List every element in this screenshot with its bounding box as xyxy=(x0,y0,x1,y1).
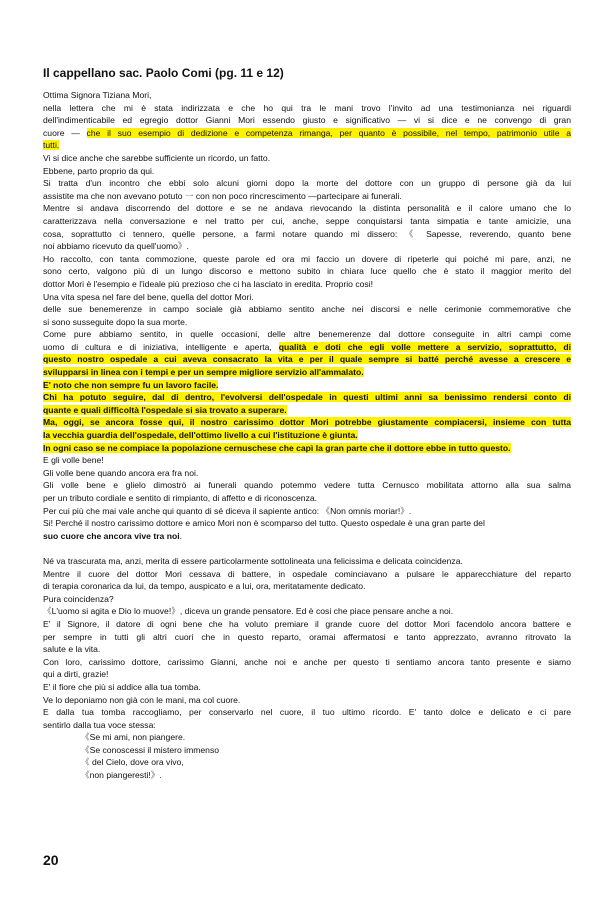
text-span: Una vita spesa nel fare del bene, quella del dottor Mori. xyxy=(43,291,254,302)
text-line xyxy=(43,656,571,669)
text-line xyxy=(43,744,571,757)
letter-body xyxy=(43,89,571,782)
text-line xyxy=(43,681,571,694)
text-span: qui a dirti, grazie! xyxy=(43,669,109,680)
highlighted-text: qualità e doti che egli volle mettere a servizio, soprattutto, di xyxy=(278,341,572,352)
text-line xyxy=(43,580,571,593)
text-span: Vi si dice anche che sarebbe sufficiente un ricordo, un fatto. xyxy=(43,152,271,163)
text-line xyxy=(43,404,571,417)
text-span: Pura coincidenza? xyxy=(43,593,114,604)
text-span: delle sue benemerenze in campo sociale già abbiamo sentito anche nei discorsi e nelle cerimonie commemorative che xyxy=(43,304,571,315)
text-span: cosa, soprattutto ci tennero, quelle persone, a farmi notare quando mi dissero: 《 Sapesse, reverendo, quanto bene xyxy=(43,228,571,239)
text-line xyxy=(43,530,571,543)
text-line xyxy=(43,668,571,681)
text-line xyxy=(43,152,571,165)
text-line xyxy=(43,341,571,354)
text-span: E gli volle bene! xyxy=(43,455,104,466)
text-line xyxy=(43,190,571,203)
text-span: dell'indimenticabile ed egregio dottor Gianni Mori essendo giusto e significativo — vi si dice e ne convengo di gran xyxy=(43,115,571,126)
highlighted-text: la vecchia guardia dell'ospedale, dell'ottimo livello a cui l'istituzione è giunta. xyxy=(43,430,358,441)
text-span: 《Se conoscessi il mistero immenso xyxy=(81,744,220,755)
text-line xyxy=(43,391,571,404)
text-line xyxy=(43,177,571,190)
text-span: dottor Mori è l'esempio e l'ideale più prezioso che ci ha lasciato in eredita. Proprio cosi! xyxy=(43,278,374,289)
text-line xyxy=(43,215,571,228)
highlighted-text: che il suo esempio di dedizione e competenza rimanga, per quanto è possibile, nel tempo, patrimonio utile a xyxy=(86,127,571,138)
text-span: Gli volle bene quando ancora era fra noi. xyxy=(43,467,199,478)
text-line xyxy=(43,165,571,178)
text-line xyxy=(43,505,571,518)
text-line xyxy=(43,694,571,707)
text-span: Mentre il cuore del dottor Mori cessava di battere, in ospedale cominciavano a pulsare le apparecchiature del reparto xyxy=(43,568,571,579)
text-span: Si tratta d'un incontro che ebbi solo alcuni giorni dopo la morte del dottore con un gruppo di persone già da lui xyxy=(43,178,571,189)
text-span: per sempre in tutti gli altri cuori che in questo reparto, oramai affermatosi e tanto apprezzato, avranno ritrovato la xyxy=(43,631,571,642)
text-line xyxy=(43,479,571,492)
text-line xyxy=(43,731,571,744)
text-span: Ebbene, parto proprio da qui. xyxy=(43,165,155,176)
text-line xyxy=(43,278,571,291)
text-span: cuore — xyxy=(43,127,87,138)
highlighted-text: svilupparsi in linea con i tempi e per un sempre migliore servizio all'ammalato. xyxy=(43,367,364,378)
highlighted-text: E' noto che non sempre fu un lavoro facile. xyxy=(43,379,219,390)
text-span: Ve lo deponiamo non già con le mani, ma col cuore. xyxy=(43,694,241,705)
text-span: E dalla tua tomba raccogliamo, per conservarlo nel cuore, il tuo ultimo ricordo. E' tanto dolce e delicato e ci pare xyxy=(43,707,571,718)
text-line xyxy=(43,353,571,366)
text-line xyxy=(43,102,571,115)
text-line xyxy=(43,228,571,241)
text-line xyxy=(43,379,571,392)
text-line xyxy=(43,618,571,631)
text-span: sentirlo dalla tua voce stessa: xyxy=(43,719,156,730)
text-line xyxy=(43,756,571,769)
text-line xyxy=(43,303,571,316)
text-line xyxy=(43,366,571,379)
text-line xyxy=(43,253,571,266)
text-span: Gli volle bene e glielo dimostrò ai funerali quando potemmo vedere tutta Cernusco mobilitata attorno alla sua salma xyxy=(43,480,571,491)
text-span: Né va trascurata ma, anzi, merita di essere particolarmente sottolineata una felicissima e delicata coincidenza. xyxy=(43,555,463,566)
page-number: 20 xyxy=(43,852,59,868)
text-span: Mentre si andava discorrendo del dottore e se ne andava rievocando la distinta personalità e il calore umano che lo xyxy=(43,203,571,214)
text-line xyxy=(43,492,571,505)
text-line xyxy=(43,605,571,618)
text-line xyxy=(43,719,571,732)
text-line xyxy=(43,442,571,455)
text-span: si sono susseguite dopo la sua morte. xyxy=(43,316,188,327)
highlighted-text: Chi ha potuto seguire, dal di dentro, l'evolversi dell'ospedale in questi ultimi anni sa benissimo rendersi conto di xyxy=(43,392,571,403)
text-span: 《non piangeresti!》. xyxy=(81,770,162,781)
highlighted-text: quante e quali difficoltà l'ospedale si sia trovato a superare. xyxy=(43,404,287,415)
text-span: . xyxy=(179,530,182,541)
text-line xyxy=(43,467,571,480)
text-line xyxy=(43,568,571,581)
text-line xyxy=(43,643,571,656)
highlighted-text: Ma, oggi, se ancora fosse qui, il nostro carissimo dottor Mori potrebbe giustamente compiacersi, insieme con tutta xyxy=(43,417,571,428)
text-span: Si! Perché il nostro carissimo dottore e amico Mori non è scomparso del tutto. Questo ospedale è una gran parte del xyxy=(43,518,485,529)
paragraph-gap xyxy=(43,542,571,555)
text-span: Ottima Signora Tiziana Mori, xyxy=(43,90,152,100)
text-line xyxy=(43,769,571,782)
text-span: sono certo, valgono più di un lungo discorso e mettono subito in chiara luce quello che è stato il maggior merito del xyxy=(43,266,571,277)
text-line xyxy=(43,127,571,140)
text-span: 《Se mi ami, non piangere. xyxy=(81,732,186,743)
text-line xyxy=(43,555,571,568)
highlighted-text: questo nostro ospedale a cui aveva consacrato la vita e per il quale sempre si batté perché avesse a crescere e xyxy=(43,354,571,365)
text-line xyxy=(43,328,571,341)
text-line xyxy=(43,202,571,215)
text-span: di terapia coronarica da lui, da tempo, auspicato e a lui, ora, meritatamente dedicato. xyxy=(43,581,366,592)
highlighted-text: In ogni caso se ne compiace la popolazione cernuschese che capì la gran parte che il dottore ebbe in tutto questo. xyxy=(43,442,511,453)
text-span: Per cui più che mai vale anche qui quanto di sé diceva il sapiente antico: 《Non omnis moriar!》. xyxy=(43,505,412,516)
text-span: Ho raccolto, con tanta commozione, queste parole ed ora mi faccio un dovere di ripeterle qui poiché mi pare, anzi, ne xyxy=(43,253,571,264)
text-span: nella lettera che mi è stata indirizzata e che ho qui tra le mani trovo l'invito ad una testimonianza nei riguardi xyxy=(43,102,571,113)
text-span: per un tributo cordiale e sentito di rimpianto, di affetto e di riconoscenza. xyxy=(43,493,318,503)
text-line xyxy=(43,454,571,467)
text-span: suo cuore che ancora vive tra noi xyxy=(43,530,180,541)
text-span: uomo di cultura e di iniziativa, intelligente e aperta, xyxy=(43,341,279,352)
text-span: 《 del Cielo, dove ora vivo, xyxy=(81,757,184,768)
highlighted-text: tutti. xyxy=(43,140,60,151)
text-line xyxy=(43,706,571,719)
text-line xyxy=(43,416,571,429)
text-line xyxy=(43,139,571,152)
text-line xyxy=(43,240,571,253)
text-line xyxy=(43,631,571,644)
text-span: E' il Signore, il datore di ogni bene che ha voluto premiare il grande cuore del dottor Mori facendolo ancora battere e xyxy=(43,618,571,629)
text-line xyxy=(43,265,571,278)
document-title: Il cappellano sac. Paolo Comi (pg. 11 e 12) xyxy=(43,66,284,80)
text-span: noi abbiamo ricevuto da quell'uomo》. xyxy=(43,241,189,252)
text-span: 《L'uomo si agita e Dio lo muove!》, diceva un grande pensatore. Ed è cosi che piace pensare anche a noi. xyxy=(43,606,454,617)
text-span: Come pure abbiamo sentito, in quelle occasioni, delle altre benemerenze dal dottore conseguite in altri campi come xyxy=(43,329,571,340)
text-line xyxy=(43,517,571,530)
text-line xyxy=(43,114,571,127)
text-span: caratterizzava nella conversazione e nel tratto per cui, anche, seppe conquistarsi tanta simpatia e tante amicizie, una xyxy=(43,215,571,226)
text-span: assistite ma che non avevano potuto 一 con non poco rincrescimento —partecipare ai funerali. xyxy=(43,190,402,201)
text-span: Con loro, carissimo dottore, carissimo Gianni, anche noi e anche per questo ti sentiamo ancora tanto presente e siamo xyxy=(43,656,571,667)
text-line xyxy=(43,316,571,329)
text-line xyxy=(43,593,571,606)
text-span: E' il fiore che più si addice alla tua tomba. xyxy=(43,681,201,692)
text-line xyxy=(43,291,571,304)
text-line xyxy=(43,89,571,102)
text-span: salute e la vita. xyxy=(43,644,101,655)
text-line xyxy=(43,429,571,442)
